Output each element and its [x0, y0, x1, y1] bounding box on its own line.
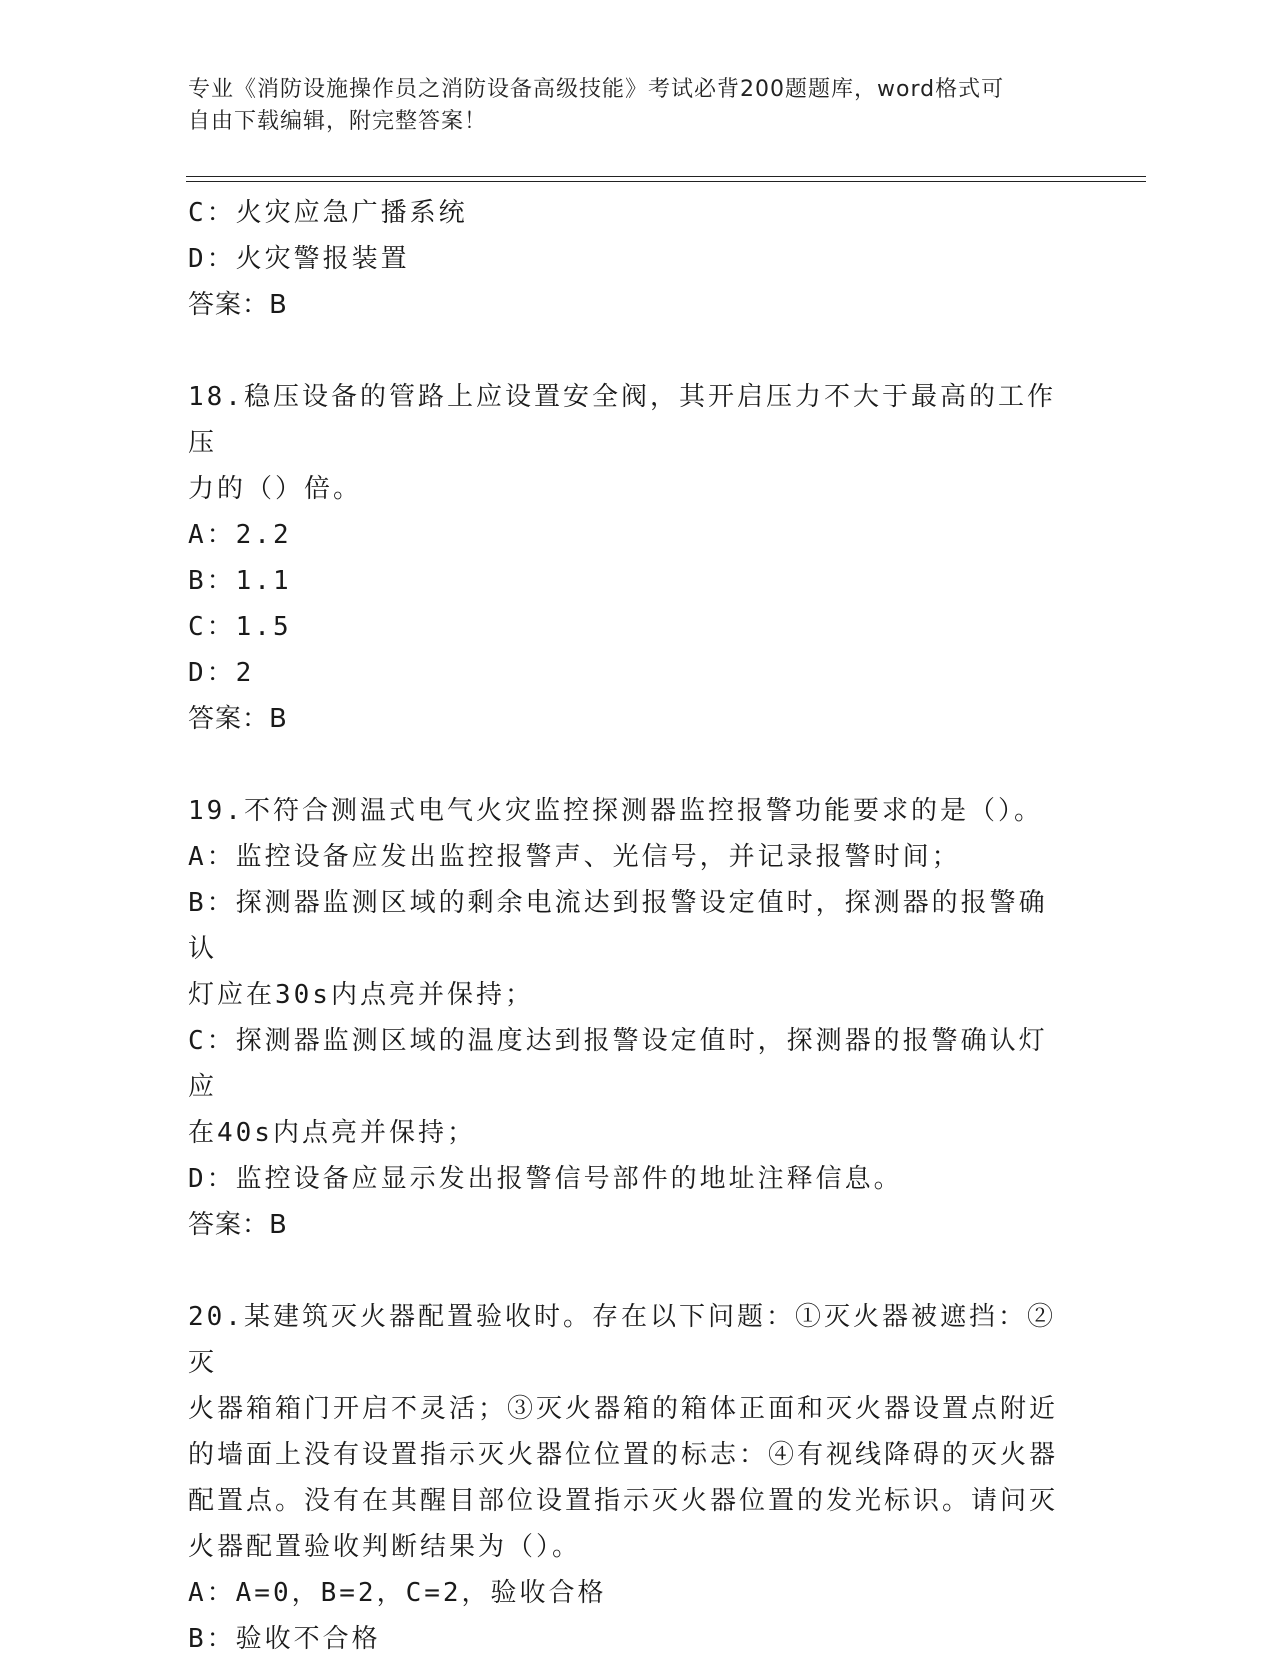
document-body	[188, 190, 1068, 1662]
answer-line: 答案：B	[188, 704, 288, 734]
header-line-2: 自由下载编辑，附完整答案！	[188, 109, 488, 134]
question-17-continuation	[188, 190, 1068, 328]
answer-line: 答案：B	[188, 1210, 288, 1240]
header-divider-double	[186, 181, 1146, 182]
question-19	[188, 788, 1068, 1248]
option-d: D：火灾警报装置	[188, 244, 410, 274]
option-a: A：2.2	[188, 520, 292, 550]
option-b: B：验收不合格	[188, 1624, 381, 1654]
option-c: C：火灾应急广播系统	[188, 198, 468, 228]
option-c-continued: 在40s内点亮并保持；	[188, 1118, 476, 1148]
question-18	[188, 374, 1068, 742]
option-a: A：A=0，B=2，C=2，验收合格	[188, 1578, 607, 1608]
question-20	[188, 1294, 1068, 1662]
question-stem: 火器配置验收判断结果为（）。	[188, 1532, 582, 1562]
option-b-continued: 灯应在30s内点亮并保持；	[188, 980, 534, 1010]
question-stem: 配置点。没有在其醒目部位设置指示灭火器位置的发光标识。请问灭	[188, 1486, 1059, 1516]
option-d: D：2	[188, 658, 255, 688]
option-c: C：1.5	[188, 612, 292, 642]
question-stem: 19.不符合测温式电气火灾监控探测器监控报警功能要求的是（）。	[188, 796, 1043, 826]
question-stem: 力的（）倍。	[188, 474, 363, 504]
page-header	[188, 74, 1088, 138]
question-stem: 18.稳压设备的管路上应设置安全阀，其开启压力不大于最高的工作压	[188, 382, 1056, 458]
header-divider	[186, 176, 1146, 177]
question-stem: 20.某建筑灭火器配置验收时。存在以下问题：①灭火器被遮挡：②灭	[188, 1302, 1056, 1378]
option-a: A：监控设备应发出监控报警声、光信号，并记录报警时间；	[188, 842, 961, 872]
question-stem: 火器箱箱门开启不灵活；③灭火器箱的箱体正面和灭火器设置点附近	[188, 1394, 1059, 1424]
option-b: B：探测器监测区域的剩余电流达到报警设定值时，探测器的报警确认	[188, 888, 1048, 964]
option-d: D：监控设备应显示发出报警信号部件的地址注释信息。	[188, 1164, 903, 1194]
header-line-1: 专业《消防设施操作员之消防设备高级技能》考试必背200题题库，word格式可	[188, 77, 1005, 102]
answer-line: 答案：B	[188, 290, 288, 320]
question-stem: 的墙面上没有设置指示灭火器位位置的标志：④有视线降碍的灭火器	[188, 1440, 1059, 1470]
option-c: C：探测器监测区域的温度达到报警设定值时，探测器的报警确认灯应	[188, 1026, 1048, 1102]
option-b: B：1.1	[188, 566, 292, 596]
